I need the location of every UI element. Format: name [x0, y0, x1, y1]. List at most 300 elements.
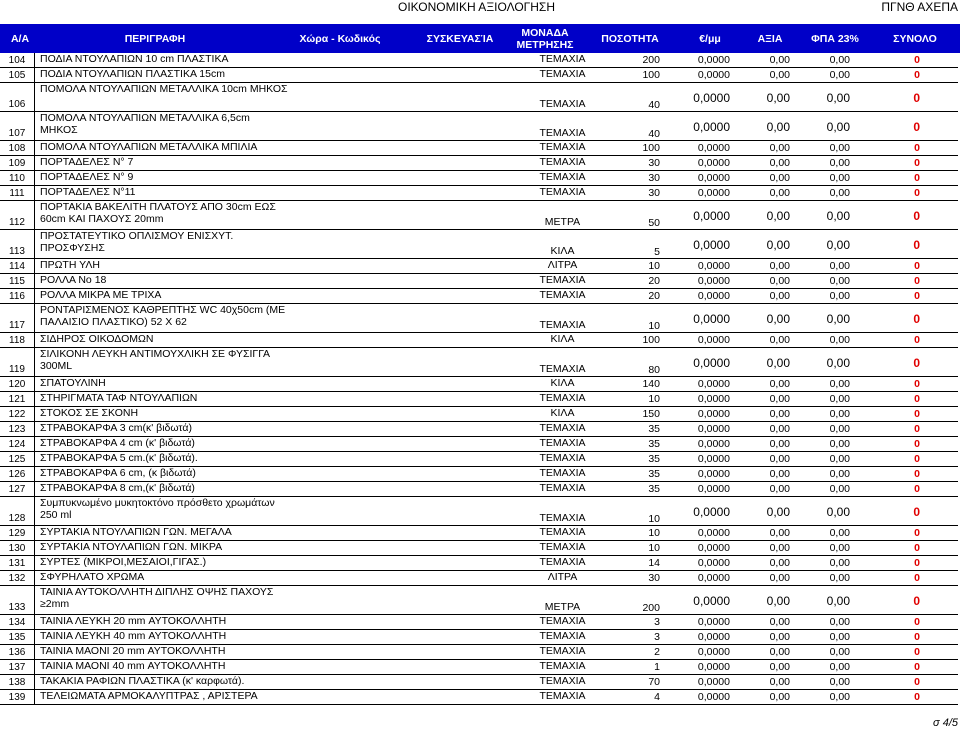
- row-value: 0,00: [769, 142, 790, 154]
- row-vat: 0,00: [829, 408, 850, 420]
- row-total: 0: [913, 312, 920, 326]
- row-total: 0: [913, 91, 920, 105]
- row-quantity: 100: [642, 69, 660, 81]
- row-vat: 0,00: [829, 334, 850, 346]
- row-total: 0: [913, 356, 920, 370]
- row-number: 135: [8, 632, 26, 643]
- row-number: 116: [9, 291, 25, 302]
- table-row: [0, 526, 958, 541]
- row-quantity: 3: [654, 631, 660, 643]
- row-value: 0,00: [769, 646, 790, 658]
- row-unit: ΤΕΜΑΧΙΑ: [539, 274, 586, 286]
- header-total: ΣΥΝΟΛΟ: [893, 32, 937, 45]
- row-vat: 0,00: [829, 378, 850, 390]
- row-unit: ΤΕΜΑΧΙΑ: [539, 437, 586, 449]
- row-description: ΣΥΡΤΑΚΙΑ ΝΤΟΥΛΑΠΙΩΝ ΓΩΝ. ΜΙΚΡΑ: [40, 541, 223, 553]
- table-row: [0, 541, 958, 556]
- header-quantity: ΠΟΣΟΤΗΤΑ: [601, 32, 659, 45]
- row-quantity: 200: [642, 602, 660, 614]
- row-description: ΤΑΙΝΙΑ ΜΑΟΝΙ 40 mm ΑΥΤΟΚΟΛΛΗΤΗ: [40, 660, 226, 672]
- row-unit-price: 0,0000: [697, 290, 730, 302]
- table-row: [0, 497, 958, 526]
- row-total: 0: [914, 616, 920, 628]
- row-quantity: 50: [648, 217, 660, 229]
- row-value: 0,00: [766, 120, 790, 134]
- row-quantity: 30: [648, 187, 660, 199]
- row-description: ΠΟΜΟΛΑ ΝΤΟΥΛΑΠΙΩΝ ΜΕΤΑΛΛΙΚΑ 6,5cm ΜΗΚΟΣ: [40, 112, 250, 136]
- row-unit-price: 0,0000: [697, 334, 730, 346]
- row-vat: 0,00: [829, 172, 850, 184]
- row-unit-price: 0,0000: [697, 275, 730, 287]
- table-row: [0, 68, 958, 83]
- row-unit-price: 0,0000: [693, 505, 730, 519]
- table-row: [0, 556, 958, 571]
- row-unit: ΤΕΜΑΧΙΑ: [539, 289, 586, 301]
- row-unit-price: 0,0000: [697, 527, 730, 539]
- row-description: ΣΙΛΙΚΟΝΗ ΛΕΥΚΗ ΑΝΤΙΜΟΥΧΛΙΚΗ ΣΕ ΦΥΣΙΓΓΑ 300ML: [40, 348, 270, 372]
- row-unit-price: 0,0000: [697, 157, 730, 169]
- row-number: 136: [8, 647, 26, 658]
- row-quantity: 30: [648, 572, 660, 584]
- row-quantity: 35: [648, 468, 660, 480]
- row-value: 0,00: [769, 260, 790, 272]
- row-total: 0: [914, 483, 920, 495]
- row-total: 0: [914, 157, 920, 169]
- row-quantity: 10: [648, 320, 660, 332]
- table-row: [0, 407, 958, 422]
- top-bar: [0, 0, 960, 15]
- row-total: 0: [914, 275, 920, 287]
- row-vat: 0,00: [829, 290, 850, 302]
- row-unit-price: 0,0000: [697, 408, 730, 420]
- row-description: ΣΙΔΗΡΟΣ ΟΙΚΟΔΟΜΩΝ: [40, 333, 154, 345]
- row-unit: ΤΕΜΑΧΙΑ: [539, 526, 586, 538]
- row-description: ΣΤΡΑΒΟΚΑΡΦΑ 6 cm, (κ βιδωτά): [40, 467, 196, 479]
- row-quantity: 20: [648, 290, 660, 302]
- row-vat: 0,00: [829, 393, 850, 405]
- row-unit-price: 0,0000: [697, 393, 730, 405]
- table-row: [0, 141, 958, 156]
- row-number: 122: [8, 409, 26, 420]
- row-vat: 0,00: [829, 557, 850, 569]
- row-description: ΣΤΡΑΒΟΚΑΡΦΑ 8 cm,(κ' βιδωτά): [40, 482, 195, 494]
- row-unit-price: 0,0000: [693, 120, 730, 134]
- row-description: ΠΡΩΤΗ ΥΛΗ: [40, 259, 100, 271]
- row-vat: 0,00: [829, 438, 850, 450]
- table-row: [0, 571, 958, 586]
- row-unit: ΤΕΜΑΧΙΑ: [539, 68, 586, 80]
- row-total: 0: [914, 423, 920, 435]
- row-number: 106: [8, 99, 26, 110]
- row-vat: 0,00: [829, 616, 850, 628]
- row-description: ΣΤΗΡΙΓΜΑΤΑ ΤΑΦ ΝΤΟΥΛΑΠΙΩΝ: [40, 392, 198, 404]
- row-description: ΠΟΔΙΑ ΝΤΟΥΛΑΠΙΩΝ ΠΛΑΣΤΙΚΑ 15cm: [40, 68, 225, 80]
- row-total: 0: [913, 594, 920, 608]
- row-value: 0,00: [769, 423, 790, 435]
- row-quantity: 5: [654, 246, 660, 258]
- row-unit: ΤΕΜΑΧΙΑ: [539, 186, 586, 198]
- row-description: ΤΑΙΝΙΑ ΛΕΥΚΗ 20 mm ΑΥΤΟΚΟΛΛΗΤΗ: [40, 615, 227, 627]
- row-vat: 0,00: [826, 312, 850, 326]
- row-description: ΡΟΝΤΑΡΙΣΜΕΝΟΣ ΚΑΘΡΕΠΤΗΣ WC 40χ50cm (ΜΕ ΠΑΛΑΙΣΙΟ ΠΛΑΣΤΙΚΟ) 52 Χ 62: [40, 304, 286, 328]
- row-value: 0,00: [769, 334, 790, 346]
- table-row: [0, 53, 958, 68]
- row-quantity: 140: [642, 378, 660, 390]
- row-number: 109: [8, 158, 26, 169]
- row-value: 0,00: [769, 275, 790, 287]
- row-quantity: 70: [648, 676, 660, 688]
- row-value: 0,00: [769, 69, 790, 81]
- row-vat: 0,00: [826, 120, 850, 134]
- table-row: [0, 467, 958, 482]
- table-row: [0, 377, 958, 392]
- row-quantity: 1: [654, 661, 660, 673]
- table-row: [0, 348, 958, 377]
- row-number: 115: [9, 276, 25, 287]
- row-description: ΣΥΡΤΕΣ (ΜΙΚΡΟΙ,ΜΕΣΑΙΟΙ,ΓΙΓΑΣ.): [40, 556, 207, 568]
- row-description: ΣΠΑΤΟΥΛΙΝΗ: [40, 377, 106, 389]
- row-description: ΠΟΜΟΛΑ ΝΤΟΥΛΑΠΙΩΝ ΜΕΤΑΛΛΙΚΑ 10cm ΜΗΚΟΣ: [40, 83, 288, 95]
- row-unit-price: 0,0000: [697, 54, 730, 66]
- row-unit-price: 0,0000: [697, 438, 730, 450]
- row-number: 119: [9, 364, 25, 375]
- row-total: 0: [914, 572, 920, 584]
- row-number: 134: [8, 617, 26, 628]
- row-quantity: 40: [648, 99, 660, 111]
- document-title: ΟΙΚΟΝΟΜΙΚΗ ΑΞΙΟΛΟΓΗΣΗ: [398, 0, 556, 14]
- row-total: 0: [914, 557, 920, 569]
- row-value: 0,00: [766, 594, 790, 608]
- header-country-code: Χώρα - Κωδικός: [299, 32, 381, 45]
- row-quantity: 80: [648, 364, 660, 376]
- row-number: 126: [8, 469, 26, 480]
- row-unit-price: 0,0000: [697, 646, 730, 658]
- row-unit: ΤΕΜΑΧΙΑ: [539, 363, 586, 375]
- header-aa: Α/Α: [10, 32, 30, 45]
- header-package: ΣΥΣΚΕΥΑΣΊΑ: [426, 32, 494, 45]
- row-quantity: 35: [648, 438, 660, 450]
- row-value: 0,00: [769, 172, 790, 184]
- row-unit: ΚΙΛΑ: [550, 333, 575, 345]
- row-number: 128: [8, 513, 26, 524]
- row-quantity: 35: [648, 453, 660, 465]
- row-unit: ΤΕΜΑΧΙΑ: [539, 98, 586, 110]
- row-vat: 0,00: [826, 356, 850, 370]
- row-unit: ΤΕΜΑΧΙΑ: [539, 482, 586, 494]
- table-row: [0, 230, 958, 259]
- row-value: 0,00: [766, 356, 790, 370]
- row-vat: 0,00: [826, 238, 850, 252]
- row-unit-price: 0,0000: [693, 594, 730, 608]
- row-vat: 0,00: [829, 691, 850, 703]
- row-vat: 0,00: [826, 594, 850, 608]
- row-number: 113: [9, 246, 25, 257]
- row-unit: ΤΕΜΑΧΙΑ: [539, 675, 586, 687]
- row-value: 0,00: [769, 527, 790, 539]
- row-unit: ΤΕΜΑΧΙΑ: [539, 53, 586, 65]
- row-unit-price: 0,0000: [697, 676, 730, 688]
- row-total: 0: [914, 290, 920, 302]
- row-total: 0: [914, 676, 920, 688]
- row-quantity: 35: [648, 423, 660, 435]
- row-value: 0,00: [769, 616, 790, 628]
- row-value: 0,00: [769, 453, 790, 465]
- row-description: ΣΦΥΡΗΛΑΤΟ ΧΡΩΜΑ: [40, 571, 145, 583]
- row-unit-price: 0,0000: [693, 91, 730, 105]
- row-unit-price: 0,0000: [697, 661, 730, 673]
- row-total: 0: [914, 468, 920, 480]
- row-description: ΣΤΡΑΒΟΚΑΡΦΑ 5 cm.(κ' βιδωτά).: [40, 452, 198, 464]
- row-total: 0: [914, 646, 920, 658]
- table-row: [0, 274, 958, 289]
- row-value: 0,00: [769, 187, 790, 199]
- row-value: 0,00: [769, 408, 790, 420]
- row-value: 0,00: [769, 393, 790, 405]
- header-unit-price: €/μμ: [699, 32, 721, 45]
- row-unit-price: 0,0000: [697, 453, 730, 465]
- page-number: σ 4/5: [933, 717, 958, 729]
- header-value: ΑΞΙΑ: [757, 32, 783, 45]
- row-total: 0: [914, 172, 920, 184]
- row-number: 139: [8, 692, 26, 703]
- row-value: 0,00: [769, 438, 790, 450]
- row-quantity: 20: [648, 275, 660, 287]
- table-row: [0, 83, 958, 112]
- row-unit-price: 0,0000: [693, 238, 730, 252]
- row-vat: 0,00: [829, 453, 850, 465]
- row-unit-price: 0,0000: [697, 557, 730, 569]
- row-unit-price: 0,0000: [697, 468, 730, 480]
- row-unit-price: 0,0000: [697, 542, 730, 554]
- row-number: 117: [9, 320, 25, 331]
- row-unit: ΤΕΜΑΧΙΑ: [539, 660, 586, 672]
- row-unit-price: 0,0000: [697, 572, 730, 584]
- row-quantity: 30: [648, 172, 660, 184]
- row-value: 0,00: [769, 157, 790, 169]
- row-total: 0: [913, 238, 920, 252]
- table-row: [0, 171, 958, 186]
- row-value: 0,00: [766, 209, 790, 223]
- row-unit: ΤΕΜΑΧΙΑ: [539, 615, 586, 627]
- row-description: ΡΟΛΛΑ ΜΙΚΡΑ ΜΕ ΤΡΙΧΑ: [40, 289, 162, 301]
- row-vat: 0,00: [829, 468, 850, 480]
- row-unit: ΤΕΜΑΧΙΑ: [539, 452, 586, 464]
- row-unit: ΤΕΜΑΧΙΑ: [539, 630, 586, 642]
- row-quantity: 4: [654, 691, 660, 703]
- table-row: [0, 660, 958, 675]
- row-description: ΡΟΛΛΑ Νο 18: [40, 274, 107, 286]
- row-unit: ΤΕΜΑΧΙΑ: [539, 392, 586, 404]
- hospital-name: ΠΓΝΘ ΑΧΕΠΑ: [881, 0, 958, 14]
- row-total: 0: [913, 209, 920, 223]
- row-total: 0: [914, 54, 920, 66]
- row-unit-price: 0,0000: [697, 616, 730, 628]
- row-total: 0: [914, 527, 920, 539]
- row-number: 130: [8, 543, 26, 554]
- row-value: 0,00: [769, 572, 790, 584]
- row-value: 0,00: [769, 661, 790, 673]
- row-unit: ΤΕΜΑΧΙΑ: [539, 141, 586, 153]
- row-value: 0,00: [766, 238, 790, 252]
- row-quantity: 10: [648, 393, 660, 405]
- row-unit-price: 0,0000: [697, 631, 730, 643]
- table-header: [0, 24, 960, 53]
- row-value: 0,00: [769, 378, 790, 390]
- row-description: ΠΟΔΙΑ ΝΤΟΥΛΑΠΙΩΝ 10 cm ΠΛΑΣΤΙΚΑ: [40, 53, 229, 65]
- row-description: ΣΤΡΑΒΟΚΑΡΦΑ 4 cm (κ' βιδωτά): [40, 437, 195, 449]
- row-vat: 0,00: [826, 209, 850, 223]
- row-quantity: 100: [642, 142, 660, 154]
- row-unit: ΚΙΛΑ: [550, 245, 575, 257]
- row-value: 0,00: [769, 468, 790, 480]
- row-total: 0: [914, 631, 920, 643]
- row-number: 131: [8, 558, 26, 569]
- row-vat: 0,00: [829, 542, 850, 554]
- row-unit: ΛΙΤΡΑ: [547, 259, 578, 271]
- row-unit-price: 0,0000: [697, 172, 730, 184]
- row-unit-price: 0,0000: [697, 187, 730, 199]
- row-total: 0: [914, 542, 920, 554]
- row-number: 127: [8, 484, 26, 495]
- row-total: 0: [914, 187, 920, 199]
- row-vat: 0,00: [829, 423, 850, 435]
- row-vat: 0,00: [829, 275, 850, 287]
- row-unit: ΤΕΜΑΧΙΑ: [539, 690, 586, 702]
- row-total: 0: [914, 453, 920, 465]
- row-number: 123: [8, 424, 26, 435]
- row-description: ΤΕΛΕΙΩΜΑΤΑ ΑΡΜΟΚΑΛΥΠΤΡΑΣ , ΑΡΙΣΤΕΡΑ: [40, 690, 258, 702]
- row-number: 110: [9, 173, 25, 184]
- row-unit: ΤΕΜΑΧΙΑ: [539, 512, 586, 524]
- row-unit: ΤΕΜΑΧΙΑ: [539, 645, 586, 657]
- row-quantity: 14: [648, 557, 660, 569]
- row-number: 133: [8, 602, 26, 613]
- row-description: ΠΟΡΤΑΔΕΛΕΣ Ν° 9: [40, 171, 134, 183]
- row-unit: ΜΕΤΡΑ: [544, 216, 581, 228]
- row-unit: ΤΕΜΑΧΙΑ: [539, 127, 586, 139]
- row-unit-price: 0,0000: [697, 260, 730, 272]
- row-number: 104: [8, 55, 26, 66]
- table-row: [0, 615, 958, 630]
- row-total: 0: [914, 260, 920, 272]
- row-description: ΣΥΡΤΑΚΙΑ ΝΤΟΥΛΑΠΙΩΝ ΓΩΝ. ΜΕΓΑΛΑ: [40, 526, 232, 538]
- row-value: 0,00: [766, 312, 790, 326]
- row-number: 108: [8, 143, 26, 154]
- table-row: [0, 437, 958, 452]
- row-number: 107: [8, 128, 26, 139]
- row-unit: ΛΙΤΡΑ: [547, 571, 578, 583]
- row-total: 0: [914, 438, 920, 450]
- table-row: [0, 482, 958, 497]
- row-value: 0,00: [769, 631, 790, 643]
- row-total: 0: [914, 378, 920, 390]
- row-number: 105: [8, 70, 26, 81]
- table-row: [0, 675, 958, 690]
- row-value: 0,00: [769, 542, 790, 554]
- row-vat: 0,00: [829, 661, 850, 673]
- row-total: 0: [914, 393, 920, 405]
- row-number: 138: [8, 677, 26, 688]
- row-value: 0,00: [769, 676, 790, 688]
- row-unit: ΤΕΜΑΧΙΑ: [539, 171, 586, 183]
- row-quantity: 3: [654, 616, 660, 628]
- table-row: [0, 630, 958, 645]
- row-vat: 0,00: [826, 91, 850, 105]
- header-vat: ΦΠΑ 23%: [811, 32, 859, 45]
- row-vat: 0,00: [826, 505, 850, 519]
- row-number: 121: [8, 394, 26, 405]
- row-quantity: 30: [648, 157, 660, 169]
- row-unit-price: 0,0000: [697, 69, 730, 81]
- row-vat: 0,00: [829, 260, 850, 272]
- row-quantity: 40: [648, 128, 660, 140]
- header-description: ΠΕΡΙΓΡΑΦΗ: [124, 32, 186, 45]
- row-vat: 0,00: [829, 157, 850, 169]
- row-description: Συμπυκνωμένο μυκητοκτόνο πρόσθετο χρωμάτων 250 ml: [40, 497, 275, 521]
- table-row: [0, 392, 958, 407]
- row-vat: 0,00: [829, 187, 850, 199]
- row-unit: ΤΕΜΑΧΙΑ: [539, 556, 586, 568]
- row-description: ΤΑΙΝΙΑ ΑΥΤΟΚΟΛΛΗΤΗ ΔΙΠΛΗΣ ΟΨΗΣ ΠΑΧΟΥΣ ≥2mm: [40, 586, 274, 610]
- row-unit-price: 0,0000: [697, 483, 730, 495]
- row-vat: 0,00: [829, 142, 850, 154]
- row-vat: 0,00: [829, 54, 850, 66]
- row-description: ΠΟΡΤΑΔΕΛΕΣ Ν° 7: [40, 156, 134, 168]
- table-row: [0, 112, 958, 141]
- row-vat: 0,00: [829, 646, 850, 658]
- row-number: 125: [8, 454, 26, 465]
- row-total: 0: [914, 334, 920, 346]
- row-total: 0: [914, 69, 920, 81]
- row-number: 129: [8, 528, 26, 539]
- row-description: ΤΑΚΑΚΙΑ ΡΑΦΙΩΝ ΠΛΑΣΤΙΚΑ (κ' καρφωτά).: [40, 675, 245, 687]
- row-unit: ΤΕΜΑΧΙΑ: [539, 422, 586, 434]
- row-description: ΠΟΡΤΑΚΙΑ ΒΑΚΕΛΙΤΗ ΠΛΑΤΟΥΣ ΑΠΟ 30cm ΕΩΣ 60cm ΚΑΙ ΠΑΧΟΥΣ 20mm: [40, 201, 276, 225]
- row-total: 0: [914, 142, 920, 154]
- row-quantity: 100: [642, 334, 660, 346]
- row-unit-price: 0,0000: [697, 142, 730, 154]
- row-total: 0: [913, 505, 920, 519]
- row-unit: ΤΕΜΑΧΙΑ: [539, 319, 586, 331]
- row-value: 0,00: [769, 290, 790, 302]
- row-number: 112: [9, 217, 25, 228]
- table-row: [0, 422, 958, 437]
- row-vat: 0,00: [829, 676, 850, 688]
- table-row: [0, 452, 958, 467]
- row-value: 0,00: [769, 54, 790, 66]
- row-number: 114: [9, 261, 25, 272]
- row-number: 124: [8, 439, 26, 450]
- table-row: [0, 690, 958, 705]
- row-quantity: 10: [648, 260, 660, 272]
- row-description: ΣΤΡΑΒΟΚΑΡΦΑ 3 cm(κ' βιδωτά): [40, 422, 192, 434]
- row-vat: 0,00: [829, 527, 850, 539]
- row-unit: ΜΕΤΡΑ: [544, 601, 581, 613]
- row-unit-price: 0,0000: [693, 356, 730, 370]
- row-quantity: 10: [648, 542, 660, 554]
- row-total: 0: [913, 120, 920, 134]
- row-value: 0,00: [769, 691, 790, 703]
- row-value: 0,00: [769, 557, 790, 569]
- table-row: [0, 333, 958, 348]
- row-quantity: 200: [642, 54, 660, 66]
- row-quantity: 2: [654, 646, 660, 658]
- row-description: ΤΑΙΝΙΑ ΛΕΥΚΗ 40 mm ΑΥΤΟΚΟΛΛΗΤΗ: [40, 630, 227, 642]
- row-description: ΠΟΜΟΛΑ ΝΤΟΥΛΑΠΙΩΝ ΜΕΤΑΛΛΙΚΑ ΜΠΙΛΙΑ: [40, 141, 258, 153]
- row-unit-price: 0,0000: [693, 312, 730, 326]
- row-description: ΤΑΙΝΙΑ ΜΑΟΝΙ 20 mm ΑΥΤΟΚΟΛΛΗΤΗ: [40, 645, 226, 657]
- table-row: [0, 289, 958, 304]
